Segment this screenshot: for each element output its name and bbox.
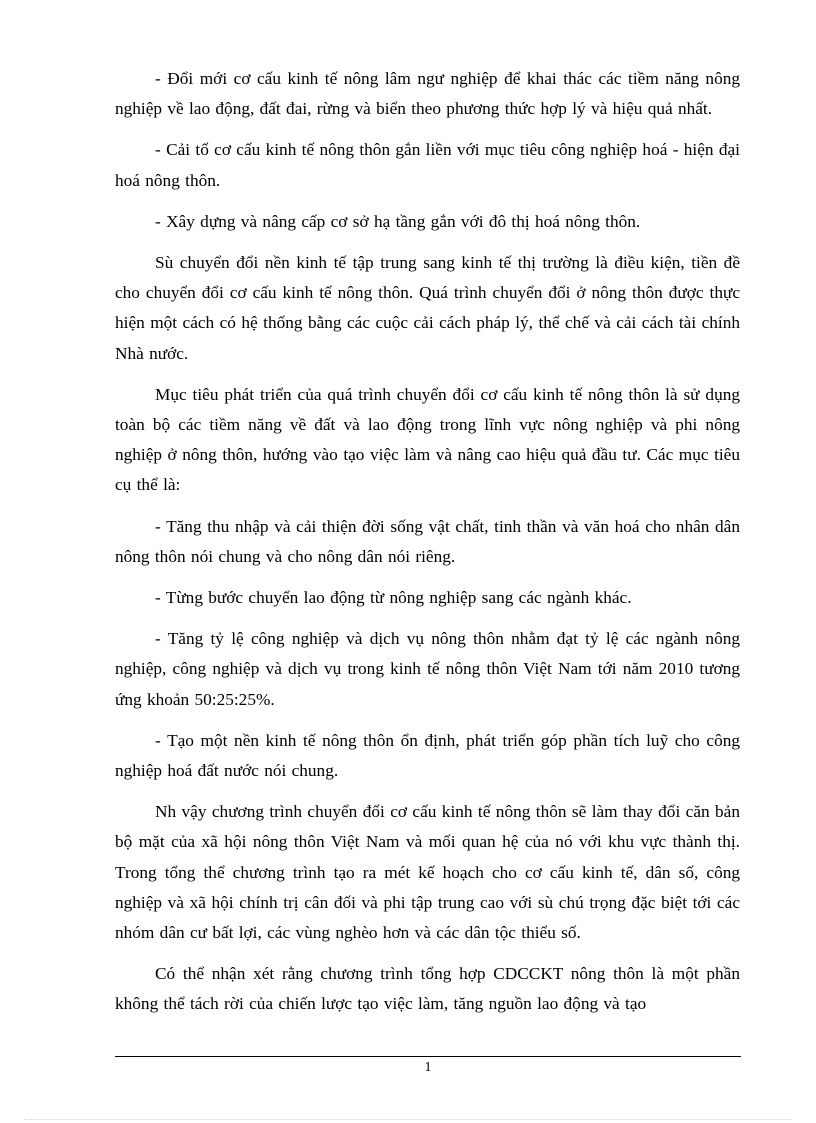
paragraph: Mục tiêu phát triển của quá trình chuyển đổi cơ cấu kinh tế nông thôn là sử dụng toàn bộ các tiềm năng về đất và lao động trong lĩnh vực nông nghiệp và phi nông nghiệp ở nông thôn, hướng vào tạo việc làm và nâng cao hiệu quả đầu tư. Các mục tiêu cụ thể là: bbox=[115, 384, 740, 495]
paragraph: - Xây dựng và nâng cấp cơ sở hạ tầng gắn với đô thị hoá nông thôn. bbox=[155, 211, 641, 231]
paragraph: Có thể nhận xét rằng chương trình tổng hợp CDCCKT nông thôn là một phần không thể tách rời của chiến lược tạo việc làm, tăng nguồn lao động và tạo bbox=[115, 964, 740, 1014]
paragraph: - Tăng tỷ lệ công nghiệp và dịch vụ nông thôn nhằm đạt tỷ lệ các ngành nông nghiệp, công nghiệp và dịch vụ trong kinh tế nông thôn Việt Nam tới năm 2010 tương ứng khoản 50:25:25%. bbox=[115, 629, 740, 709]
page-number: 1 bbox=[424, 1060, 432, 1075]
paragraph: - Cải tổ cơ cấu kinh tế nông thôn gắn liền với mục tiêu công nghiệp hoá - hiện đại hoá nông thôn. bbox=[115, 140, 740, 190]
paragraph: - Đổi mới cơ cấu kinh tế nông lâm ngư nghiệp để khai thác các tiềm năng nông nghiệp về lao động, đất đai, rừng và biển theo phương thức hợp lý và hiệu quả nhất. bbox=[115, 69, 740, 119]
page-edge-divider bbox=[24, 1119, 792, 1120]
paragraph: - Tăng thu nhập và cải thiện đời sống vật chất, tinh thần và văn hoá cho nhân dân nông thôn nói chung và cho nông dân nói riêng. bbox=[115, 516, 740, 566]
paragraph: - Tạo một nền kinh tế nông thôn ổn định, phát triển góp phần tích luỹ cho công nghiệp hoá đất nước nói chung. bbox=[115, 730, 740, 781]
document-body bbox=[115, 64, 740, 1031]
paragraph: Nh vậy chương trình chuyển đổi cơ cấu kinh tế nông thôn sẽ làm thay đổi căn bản bộ mặt của xã hội nông thôn Việt Nam và mối quan hệ của nó với khu vực thành thị. Trong tổng thể chương trình tạo ra mét kế hoạch cho cơ cấu kinh tế, dân số, công nghiệp và xã hội chính trị cân đối và phi tập trung cao với sù chú trọng đặc biệt tới các nhóm dân cư bất lợi, các vùng nghèo hơn và các dân tộc thiểu số. bbox=[115, 802, 740, 943]
paragraph: Sù chuyển đổi nền kinh tế tập trung sang kinh tế thị trường là điều kiện, tiền đề cho chuyển đổi cơ cấu kinh tế nông thôn. Quá trình chuyển đổi ở nông thôn được thực hiện một cách có hệ thống bằng các cuộc cải cách pháp lý, thể chế và cải cách tài chính Nhà nước. bbox=[115, 253, 740, 363]
footer-divider bbox=[115, 1056, 741, 1057]
paragraph: - Từng bước chuyển lao động từ nông nghiệp sang các ngành khác. bbox=[155, 588, 632, 608]
